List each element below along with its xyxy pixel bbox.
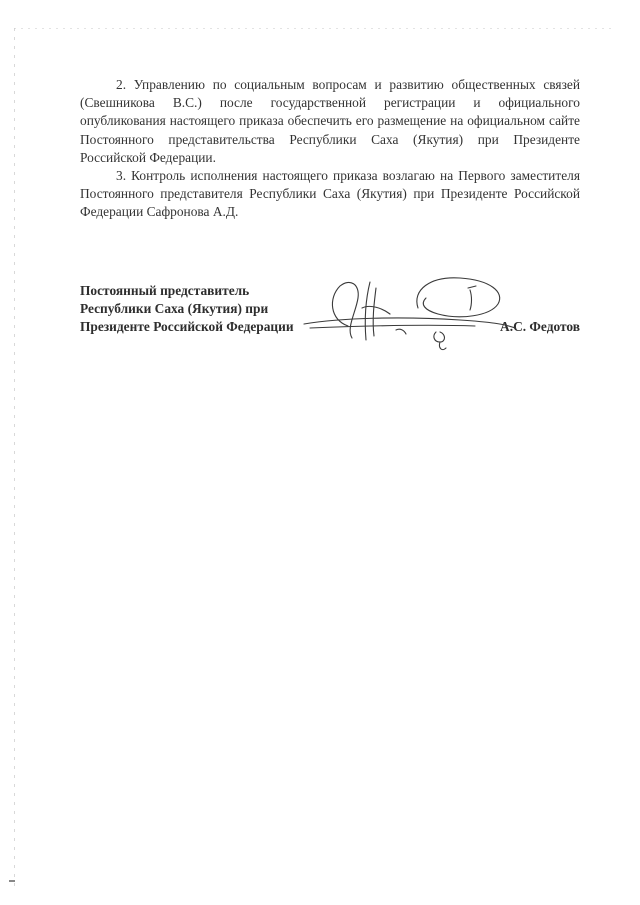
document-body [80, 76, 580, 222]
scan-edge-top [14, 28, 614, 29]
paragraph-2: 2. Управлению по социальным вопросам и развитию общественных связей (Свешникова В.С.) после государственной регистрации и официального опубликования настоящего приказа обеспечить его размещение на официальном сайте Постоянного представительства Республики Саха (Якутия) при Президенте Российской Федерации. [80, 77, 580, 165]
handwritten-signature [300, 268, 530, 358]
signatory-name: А.С. Федотов [500, 319, 580, 335]
signatory-title-line-1: Постоянный представитель [80, 283, 250, 298]
scan-mark [9, 880, 15, 882]
paragraph-3: 3. Контроль исполнения настоящего приказа возлагаю на Первого заместителя Постоянного представителя Республики Саха (Якутия) при Президенте Российской Федерации Сафронова А.Д. [80, 168, 580, 220]
signatory-title-line-2: Республики Саха (Якутия) при [80, 301, 269, 317]
scan-edge-left [14, 28, 15, 888]
signatory-title-line-3: Президенте Российской Федерации [80, 319, 294, 335]
